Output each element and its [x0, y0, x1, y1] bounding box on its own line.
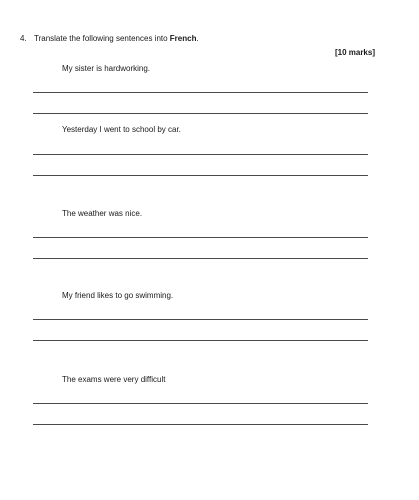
- question-instruction: [20, 34, 199, 43]
- answer-line-2a[interactable]: [33, 154, 368, 155]
- sentence-5: The exams were very difficult: [62, 375, 166, 384]
- answer-line-1a[interactable]: [33, 92, 368, 93]
- answer-line-3b[interactable]: [33, 258, 368, 259]
- instruction-suffix: .: [196, 34, 199, 43]
- target-language: French: [169, 34, 197, 43]
- question-number: 4.: [20, 34, 27, 43]
- sentence-2: Yesterday I went to school by car.: [62, 125, 181, 134]
- answer-line-4a[interactable]: [33, 319, 368, 320]
- answer-line-2b[interactable]: [33, 175, 368, 176]
- marks-label: [10 marks]: [334, 48, 375, 57]
- answer-line-5b[interactable]: [33, 424, 368, 425]
- sentence-4: My friend likes to go swimming.: [62, 291, 174, 300]
- instruction-text: Translate the following sentences into: [34, 34, 170, 43]
- answer-line-3a[interactable]: [33, 237, 368, 238]
- answer-line-4b[interactable]: [33, 340, 368, 341]
- sentence-1: My sister is hardworking.: [62, 64, 151, 73]
- answer-line-1b[interactable]: [33, 113, 368, 114]
- sentence-3: The weather was nice.: [62, 209, 143, 218]
- answer-line-5a[interactable]: [33, 403, 368, 404]
